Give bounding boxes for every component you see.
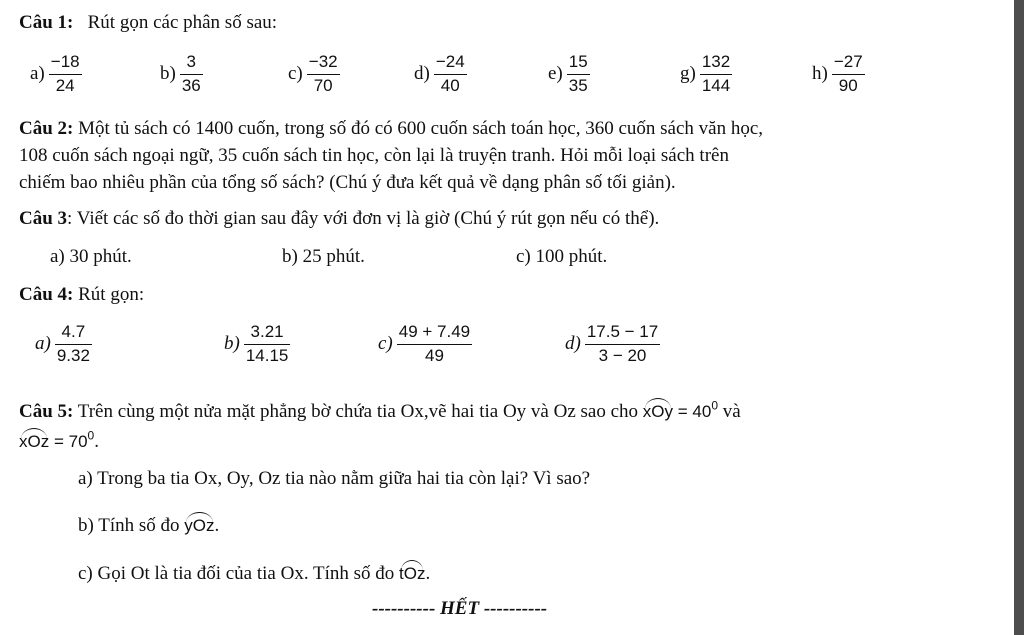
question-4-heading: Câu 4:: [19, 284, 74, 305]
q1-item-label: a): [30, 63, 45, 84]
period: .: [214, 515, 220, 536]
q5-part-c-text: c) Gọi Ot là tia đối của tia Ox. Tính số đo: [78, 563, 395, 584]
q4-numerator: 49 + 7.49: [398, 322, 471, 341]
question-2-line-3: chiếm bao nhiêu phần của tổng số sách? (Chú ý đưa kết quả về dạng phân số tối giản).: [19, 172, 676, 193]
q1-item-label: e): [548, 63, 563, 84]
angle-toz: tOz: [399, 559, 425, 582]
question-5-conj: và: [722, 401, 741, 422]
q4-fraction-c: [378, 322, 472, 365]
q4-numerator: 3.21: [250, 322, 284, 341]
question-5: [19, 397, 741, 421]
q3-item-b: b) 25 phút.: [282, 246, 365, 267]
question-2-line-2: 108 cuốn sách ngoại ngữ, 35 cuốn sách tin học, còn lại là truyện tranh. Hỏi mỗi loại sách trên: [19, 145, 729, 166]
q5-part-a: a) Trong ba tia Ox, Oy, Oz tia nào nằm giữa hai tia còn lại? Vì sao?: [78, 468, 591, 489]
q4-fraction-a: [35, 322, 92, 365]
q1-denominator: 40: [440, 75, 460, 95]
q5-part-c: [78, 559, 430, 583]
q5-part-b: [78, 511, 219, 535]
q1-fraction-c: [288, 52, 340, 95]
question-3: [19, 209, 659, 228]
q4-fraction-b: [224, 322, 290, 365]
q4-numerator: 17.5 − 17: [586, 322, 659, 341]
q3-item-c: c) 100 phút.: [516, 246, 608, 267]
q1-numerator: 132: [701, 52, 731, 71]
end-text: HẾT: [440, 598, 480, 619]
q1-numerator: −27: [833, 52, 863, 71]
q4-numerator: 4.7: [61, 322, 86, 341]
period: .: [94, 431, 99, 452]
angle-xoy-value: = 40: [677, 402, 712, 421]
dashes-right: ----------: [483, 598, 548, 619]
question-3-heading: Câu 3: [19, 208, 68, 229]
q1-numerator: 15: [568, 52, 588, 71]
q1-fraction-g: [680, 52, 732, 95]
q4-fraction-d: [565, 322, 660, 365]
q1-numerator: −18: [50, 52, 80, 71]
q4-item-label: c): [378, 333, 393, 354]
question-5-heading: Câu 5:: [19, 401, 74, 422]
q4-item-label: a): [35, 333, 51, 354]
dashes-left: ----------: [372, 598, 436, 619]
q4-denominator: 14.15: [245, 345, 289, 365]
q1-denominator: 90: [838, 75, 858, 95]
angle-xoz-value: = 70: [53, 432, 88, 451]
angle-xoy: xOy: [643, 397, 673, 420]
q1-numerator: 3: [186, 52, 197, 71]
q4-denominator: 3 − 20: [598, 345, 647, 365]
q1-denominator: 24: [55, 75, 75, 95]
q1-fraction-e: [548, 52, 590, 95]
q1-item-label: d): [414, 63, 430, 84]
q1-fraction-h: [812, 52, 865, 95]
question-1-heading: Câu 1:: [19, 12, 74, 33]
q4-item-label: d): [565, 333, 581, 354]
question-4-prompt: Rút gọn:: [78, 284, 145, 305]
period: .: [425, 563, 431, 584]
q1-numerator: −24: [435, 52, 465, 71]
q1-item-label: c): [288, 63, 303, 84]
question-2-line-1: Một tủ sách có 1400 cuốn, trong số đó có 600 cuốn sách toán học, 360 cuốn sách văn học,: [78, 118, 764, 139]
question-5-line-2: [19, 427, 99, 451]
question-2: [19, 115, 944, 196]
q5-part-b-text: b) Tính số đo: [78, 515, 180, 536]
question-5-text: Trên cùng một nửa mặt phẳng bờ chứa tia Ox,vẽ hai tia Oy và Oz sao cho: [77, 401, 639, 422]
q1-fraction-a: [30, 52, 82, 95]
degree-sup: 0: [711, 398, 719, 413]
degree-sup: 0: [87, 428, 95, 443]
q1-fraction-b: [160, 52, 203, 95]
end-marker: [372, 598, 547, 620]
q1-numerator: −32: [308, 52, 338, 71]
q1-denominator: 36: [181, 75, 201, 95]
q1-item-label: h): [812, 63, 828, 84]
q1-item-label: g): [680, 63, 696, 84]
q1-item-label: b): [160, 63, 176, 84]
q4-item-label: b): [224, 333, 240, 354]
angle-yoz: yOz: [184, 511, 214, 534]
q4-denominator: 49: [424, 345, 444, 365]
question-1-prompt: Rút gọn các phân số sau:: [87, 12, 278, 33]
question-4: [19, 285, 144, 304]
q1-denominator: 70: [313, 75, 333, 95]
q1-fraction-d: [414, 52, 467, 95]
q1-denominator: 35: [568, 75, 588, 95]
q3-item-a: a) 30 phút.: [50, 246, 132, 267]
window-edge: [1014, 0, 1024, 635]
angle-xoz: xOz: [19, 427, 49, 450]
question-2-heading: Câu 2:: [19, 118, 74, 139]
question-1: [19, 13, 277, 32]
q4-denominator: 9.32: [56, 345, 90, 365]
q1-denominator: 144: [701, 75, 731, 95]
question-3-prompt: : Viết các số đo thời gian sau đây với đơn vị là giờ (Chú ý rút gọn nếu có thể).: [67, 208, 660, 229]
